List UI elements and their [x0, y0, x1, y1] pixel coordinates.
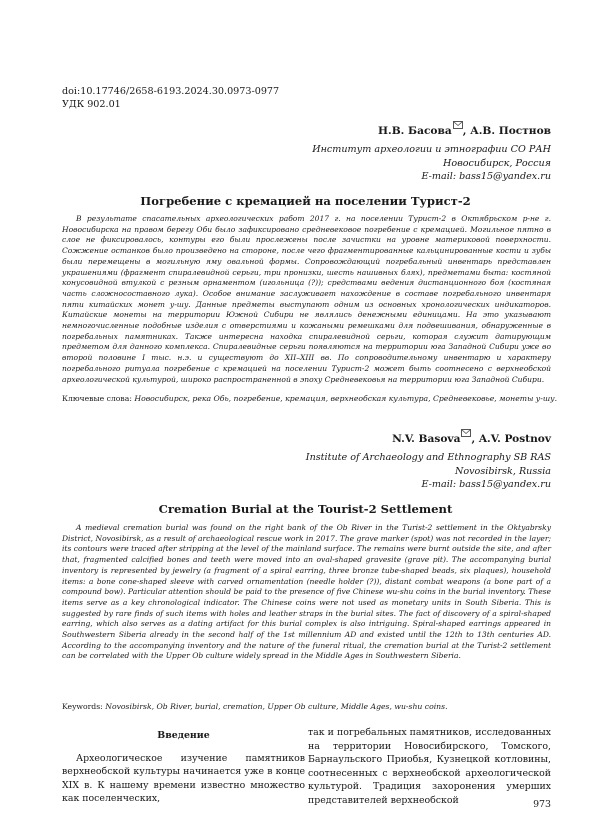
abstract-ru: В результате спасательных археологических работ 2017 г. на поселении Турист-2 в Октябрьском р-не г. Новосибирска на правом берегу Оби было зафиксировано средневековое погребение с кремацией. Могильное пятно в слое не фиксировалось, контуры его были прослежены после зачистки на уровне материковой поверхности. Сожжение останков было произведено на стороне, после чего фрагментированные кальцинированные кости и зубы были перемещены в могильную яму овальной формы. Сопровождающий погребальный инвентарь представлен украшениями (фрагмент спиралевидной серьги, три пронизки, шесть нашивных блях), предметами быта: костяной конусовидной втулкой с резным орнаментом (игольница (?)); средствами ведения дистанционного боя (костяная часть сложносоставного лука). Особое внимание заслуживает нахождение в составе погребального инвентаря пяти китайских монет у-шу. Данные предметы выступают одним из основных хронологических индикаторов. Китайские монеты на территории Южной Сибири не являлись денежными единицами. На это указывают немногочисленные подобные изделия с отверстиями и кожаными ремешками для подвешивания, обнаруженные в погребальных памятниках. Также интересна находка спиралевидной серьги, которая служит датирующим предметом для данного комплекса. Спиралевидные серьги появляются на территории юга Западной Сибири уже во второй половине I тыс. н.э. и существуют до XII–XIII вв. По сопроводительному инвентарю и характеру погребального ритуала погребение с кремацией на поселении Турист-2 может быть соотнесено с верхнеобской археологической культурой, широко распространенной в эпоху Средневековья на территории юга Западной Сибири. — [62, 214, 551, 384]
institution-en: Institute of Archaeology and Ethnography SB RAS — [305, 452, 551, 463]
authors-ru — [378, 125, 551, 137]
section-title-introduction: Введение — [157, 730, 210, 741]
author-postnov-ru: , А.В. Постнов — [462, 125, 551, 137]
keywords-label-ru: Ключевые слова: — [62, 394, 135, 403]
city-en: Novosibirsk, Russia — [454, 465, 551, 477]
author-basova-ru: Н.В. Басова — [378, 125, 452, 137]
keywords-en — [62, 702, 448, 711]
envelope-icon — [453, 121, 463, 129]
affiliation-ru — [312, 143, 551, 184]
body-column-right — [308, 726, 551, 807]
page-number: 973 — [533, 799, 551, 810]
article-meta — [62, 85, 279, 111]
keywords-text-ru: Новосибирск, река Обь, погребение, кремация, верхнеобская культура, Средневековье, монеты у-шу. — [134, 394, 558, 403]
body-paragraph: так и погребальных памятников, исследованных на территории Новосибирского, Томского, Барнаульского Приобья, Кузнецкой котловины, соотнесенных с верхнеобской археологической культурой. Традиция захоронения умерших представителей верхнеобской — [308, 727, 551, 806]
doi: doi:10.17746/2658-6193.2024.30.0973-0977 — [62, 86, 280, 97]
city-ru: Новосибирск, Россия — [443, 157, 551, 169]
institution-ru: Институт археологии и этнографии СО РАН — [312, 144, 551, 155]
email-en: E-mail: bass15@yandex.ru — [421, 479, 551, 490]
author-basova-en: N.V. Basova — [392, 433, 461, 445]
email-ru: E-mail: bass15@yandex.ru — [421, 171, 551, 182]
keywords-label-en: Keywords: — [62, 702, 106, 711]
author-postnov-en: , A.V. Postnov — [471, 433, 551, 445]
affiliation-en — [306, 451, 551, 492]
authors-en — [392, 433, 551, 445]
abstract-en: A medieval cremation burial was found on the right bank of the Ob River in the Turist-2 settlement in the Oktyabrsky District, Novosibirsk, as a result of archaeological rescue work in 2017. The grave marker (spot) was not recorded in the layer; its contours were traced after stripping at the level of the mainland surface. The remains were burnt outside the site, and after that, fragmented calcified bones and teeth were moved into an oval-shaped gravesite (grave pit). The accompanying burial inventory is represented by jewelry (a fragment of a spiral earring, three bronze tube-shaped beads, six plaques), household items: a bone cone-shaped sleeve with carved ornamentation (needle holder (?)), distant combat weapons (a bone part of a compound bow). Particular attention should be paid to the presence of five Chinese wu-shu coins in the burial inventory. These items serve as a key chronological indicator. The Chinese coins were not used as monetary units in South Siberia. This is suggested by rare finds of such items with holes and leather straps in the burial sites. The fact of discovery of a spiral-shaped earring, which also serves as a dating artifact for this burial complex is also intriguing. Spiral-shaped earrings appeared in Southwestern Siberia already in the second half of the 1st millennium AD and existed until the 12th to 13th centuries AD. According to the accompanying inventory and the nature of the funeral ritual, the cremation burial at the Turist-2 settlement can be correlated with the Upper Ob culture widely spread in the Middle Ages in Southwestern Siberia. — [62, 523, 551, 661]
body-column-left — [62, 729, 305, 806]
title-en: Cremation Burial at the Tourist-2 Settlement — [158, 502, 453, 516]
envelope-icon — [461, 429, 471, 437]
udk: УДК 902.01 — [62, 99, 121, 110]
body-paragraph: Археологическое изучение памятников верхнеобской культуры начинается уже в конце XIX в. К нашему времени известно множество как поселенческих, — [62, 752, 305, 804]
title-ru: Погребение с кремацией на поселении Турист-2 — [140, 194, 471, 208]
keywords-text-en: Novosibirsk, Ob River, burial, cremation, Upper Ob culture, Middle Ages, wu-shu coins. — [105, 702, 448, 711]
keywords-ru — [62, 394, 557, 403]
